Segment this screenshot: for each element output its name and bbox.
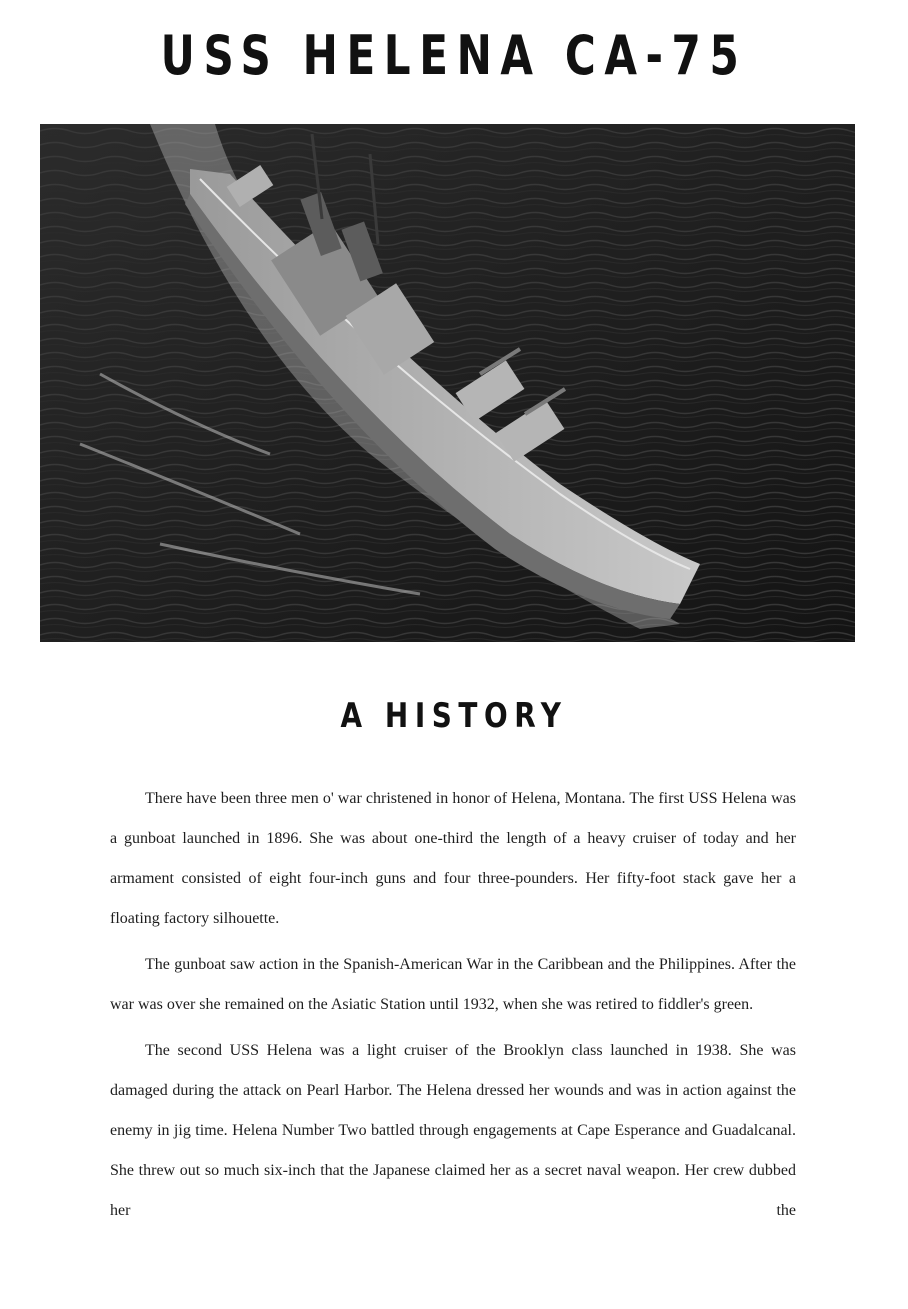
warship-image: [40, 124, 855, 642]
paragraph-3: The second USS Helena was a light cruiser of the Brooklyn class launched in 1938. She was damaged during the attack on Pearl Harbor. The Helena dressed her wounds and was in action against the enemy in jig time. Helena Number Two battled through engagements at Cape Esperance and Guadalcanal. She threw out so much six-inch that the Japanese claimed her as a secret naval weapon. Her crew dubbed her the: [110, 1042, 796, 1219]
section-heading: A HISTORY: [340, 696, 568, 736]
page-title: USS HELENA CA-75: [160, 24, 748, 87]
paragraph-1: There have been three men o' war christened in honor of Helena, Montana. The first USS Helena was a gunboat launched in 1896. She was about one-third the length of a heavy cruiser of today and her armament consisted of eight four-inch guns and four three-pounders. Her fifty-foot stack gave her a floating factory silhouette.: [110, 790, 796, 927]
paragraph-2: The gunboat saw action in the Spanish-American War in the Caribbean and the Philippines. After the war was over she remained on the Asiatic Station until 1932, when she was retired to fiddler's green.: [110, 956, 796, 1013]
warship-photo: [40, 124, 855, 642]
history-text: [110, 779, 796, 1237]
